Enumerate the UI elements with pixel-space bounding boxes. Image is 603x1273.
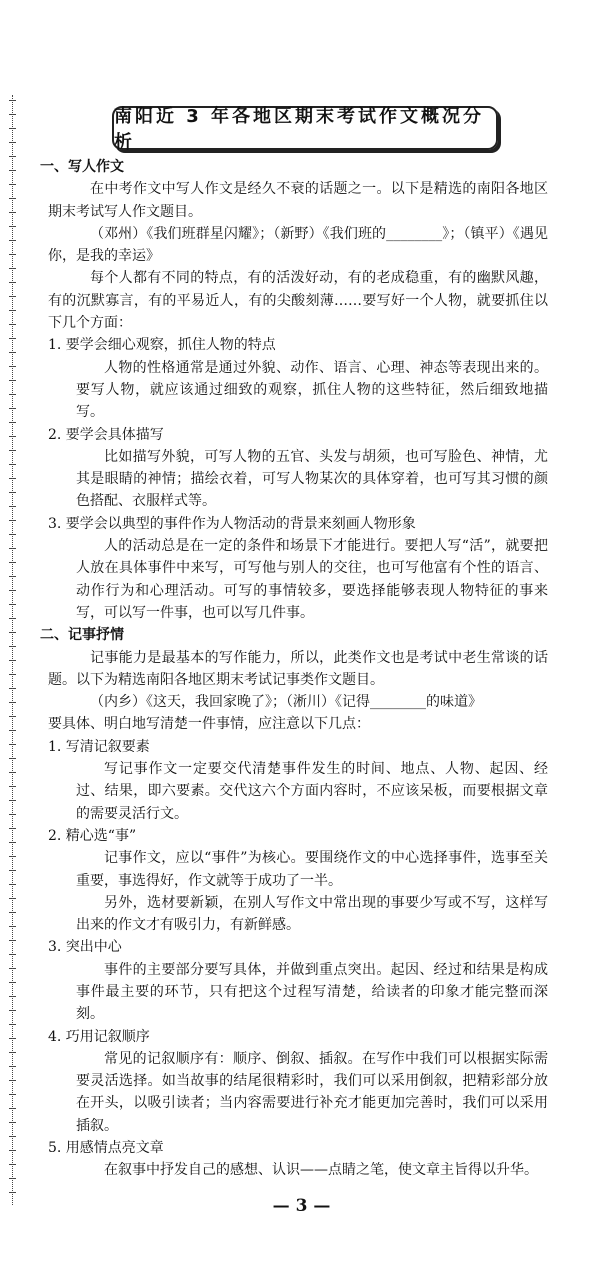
margin-tick xyxy=(9,786,16,787)
margin-tick xyxy=(9,338,16,339)
margin-tick xyxy=(9,142,16,143)
subheading: 2. 精心选“事” xyxy=(48,827,137,844)
subheading: 1. 写清记叙要素 xyxy=(48,738,150,755)
margin-tick xyxy=(9,674,16,675)
margin-tick xyxy=(9,1080,16,1081)
subheading: 5. 用感情点亮文章 xyxy=(48,1140,164,1157)
paragraph: 常见的记叙顺序有：顺序、倒叙、插叙。在写作中我们可以根据实际需要灵活选择。如当故事的结尾很精彩时，我们可以采用倒叙，把精彩部分放在开头，以吸引读者；当内容需要进行补充才能更加完善时，我们可以采用插叙。 xyxy=(76,1050,548,1134)
paragraph: 另外，选材要新颖，在别人写作文中常出现的事要少写或不写，这样写出来的作文才有吸引力，有新鲜感。 xyxy=(76,894,548,934)
paragraph: 人物的性格通常是通过外貌、动作、语言、心理、神态等表现出来的。要写人物，就应该通过细致的观察，抓住人物的这些特征，然后细致地描写。 xyxy=(76,359,548,421)
page-title: 南阳近 3 年各地区期末考试作文概况分析 xyxy=(114,106,485,153)
subheading: 3. 要学会以典型的事件作为人物活动的背景来刻画人物形象 xyxy=(48,515,416,532)
margin-tick xyxy=(9,898,16,899)
paragraph: 在中考作文中写人作文是经久不衰的话题之一。以下是精选的南阳各地区期末考试写人作文题目。 xyxy=(48,181,548,220)
margin-tick xyxy=(9,170,16,171)
margin-tick xyxy=(9,562,16,563)
subheading: 4. 巧用记叙顺序 xyxy=(48,1028,150,1045)
margin-tick xyxy=(9,842,16,843)
paragraph: 要具体、明白地写清楚一件事情，应注意以下几点： xyxy=(48,716,370,733)
margin-tick xyxy=(9,730,16,731)
margin-tick xyxy=(9,212,16,213)
margin-tick xyxy=(9,632,16,633)
margin-tick xyxy=(9,1052,16,1053)
margin-tick xyxy=(9,380,16,381)
article-body xyxy=(40,156,548,1182)
section-heading: 一、写人作文 xyxy=(40,159,124,175)
margin-tick xyxy=(9,1192,16,1193)
page-number: — 3 — xyxy=(272,1196,331,1216)
subheading: 1. 要学会细心观察，抓住人物的特点 xyxy=(48,337,276,354)
paragraph: 事件的主要部分要写具体，并做到重点突出。起因、经过和结果是构成事件最主要的环节，只有把这个过程写清楚，给读者的印象才能完整而深刻。 xyxy=(76,961,548,1023)
margin-tick xyxy=(9,940,16,941)
paragraph: （邓州）《我们班群星闪耀》；（新野）《我们班的________》；（镇平）《遇见你，是我的幸运》 xyxy=(48,225,548,265)
section-heading: 二、记事抒情 xyxy=(40,627,124,644)
margin-tick xyxy=(9,1150,16,1151)
paragraph: 每个人都有不同的特点，有的活泼好动，有的老成稳重，有的幽默风趣，有的沉默寡言，有的平易近人，有的尖酸刻薄……要写好一个人物，就要抓住以下几个方面： xyxy=(48,270,548,332)
paragraph: 人的活动总是在一定的条件和场景下才能进行。要把人写“活”，就要把人放在具体事件中来写，可写他与别人的交往，也可写他富有个性的语言、动作行为和心理活动。可写的事情较多，要选择能够表现人物特征的事来写，可以写一件事，也可以写几件事。 xyxy=(76,538,548,621)
margin-tick xyxy=(9,240,16,241)
margin-tick xyxy=(9,296,16,297)
margin-tick xyxy=(9,926,16,927)
margin-tick xyxy=(9,996,16,997)
margin-tick xyxy=(9,464,16,465)
margin-tick xyxy=(9,184,16,185)
margin-tick xyxy=(9,492,16,493)
margin-tick xyxy=(9,548,16,549)
margin-tick xyxy=(9,604,16,605)
margin-tick xyxy=(9,520,16,521)
subheading: 2. 要学会具体描写 xyxy=(48,426,164,443)
margin-tick xyxy=(9,912,16,913)
margin-tick xyxy=(9,478,16,479)
paragraph: 比如描写外貌，可写人物的五官、头发与胡须，也可写脸色、神情，尤其是眼睛的神情；描绘衣着，可写人物某次的具体穿着，也可写其习惯的颜色搭配、衣服样式等。 xyxy=(76,448,548,510)
margin-tick xyxy=(9,534,16,535)
paragraph: （内乡）《这天，我回家晚了》；（淅川）《记得________的味道》 xyxy=(90,694,482,711)
margin-tick xyxy=(9,968,16,969)
margin-tick xyxy=(9,436,16,437)
paragraph: 写记事作文一定要交代清楚事件发生的时间、地点、人物、起因、经过、结果，即六要素。交代这六个方面内容时，不应该呆板，而要根据文章的需要灵活行文。 xyxy=(76,761,548,822)
margin-tick xyxy=(9,408,16,409)
paragraph: 在叙事中抒发自己的感想、认识——点睛之笔，使文章主旨得以升华。 xyxy=(104,1162,538,1179)
margin-tick xyxy=(9,982,16,983)
margin-tick xyxy=(9,1038,16,1039)
margin-tick xyxy=(9,506,16,507)
paragraph: 记事作文，应以“事件”为核心。要围绕作文的中心选择事件，选事至关重要，事选得好，作文就等于成功了一半。 xyxy=(76,850,548,889)
margin-tick xyxy=(9,814,16,815)
margin-tick xyxy=(9,576,16,577)
margin-tick xyxy=(9,618,16,619)
margin-tick xyxy=(9,870,16,871)
margin-tick xyxy=(9,1164,16,1165)
margin-tick xyxy=(9,688,16,689)
margin-tick xyxy=(9,772,16,773)
margin-tick xyxy=(9,310,16,311)
margin-tick xyxy=(9,366,16,367)
margin-tick xyxy=(9,156,16,157)
margin-tick xyxy=(9,1024,16,1025)
margin-tick xyxy=(9,324,16,325)
margin-tick xyxy=(9,100,16,101)
margin-tick xyxy=(9,1066,16,1067)
margin-tick xyxy=(9,450,16,451)
paragraph: 记事能力是最基本的写作能力，所以，此类作文也是考试中老生常谈的话题。以下为精选南阳各地区期末考试记事类作文题目。 xyxy=(48,649,548,688)
margin-tick xyxy=(9,282,16,283)
margin-tick xyxy=(9,1108,16,1109)
margin-tick xyxy=(9,800,16,801)
margin-tick xyxy=(9,114,16,115)
margin-tick xyxy=(9,394,16,395)
margin-tick xyxy=(9,1094,16,1095)
margin-tick xyxy=(9,422,16,423)
margin-tick xyxy=(9,828,16,829)
margin-tick xyxy=(9,268,16,269)
margin-tick xyxy=(9,646,16,647)
margin-tick xyxy=(9,856,16,857)
margin-tick xyxy=(9,1178,16,1179)
margin-tick xyxy=(9,128,16,129)
margin-tick xyxy=(9,660,16,661)
margin-tick xyxy=(9,1136,16,1137)
subheading: 3. 突出中心 xyxy=(48,939,122,956)
margin-tick xyxy=(9,254,16,255)
margin-tick xyxy=(9,198,16,199)
margin-tick xyxy=(9,744,16,745)
title-banner xyxy=(112,106,498,153)
margin-tick xyxy=(9,758,16,759)
margin-tick xyxy=(9,590,16,591)
margin-tick xyxy=(9,716,16,717)
margin-tick xyxy=(9,352,16,353)
margin-tick xyxy=(9,884,16,885)
margin-tick xyxy=(9,702,16,703)
margin-tick xyxy=(9,226,16,227)
margin-tick xyxy=(9,1010,16,1011)
margin-tick xyxy=(9,1122,16,1123)
margin-tick xyxy=(9,954,16,955)
